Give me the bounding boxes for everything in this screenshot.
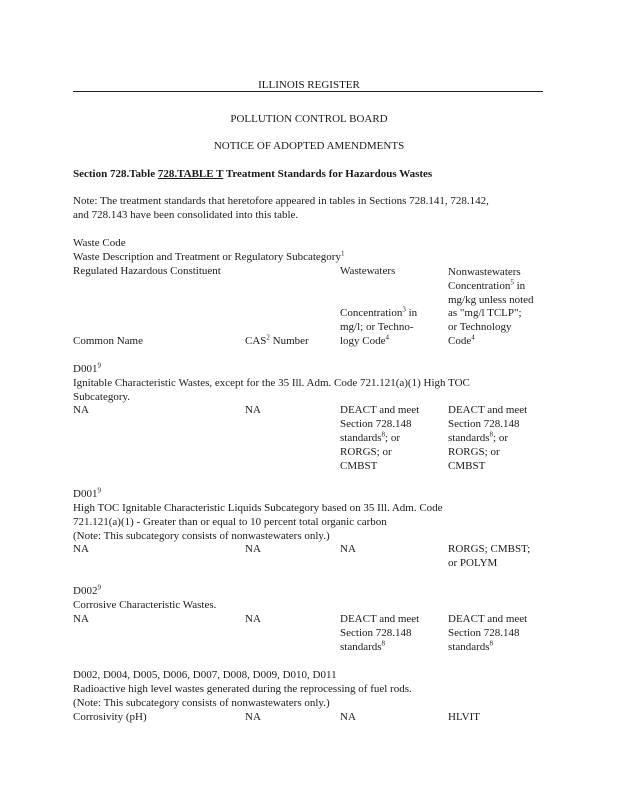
- cell-nonww: RORGS; CMBST;: [448, 543, 531, 555]
- cell-ww: NA: [340, 543, 356, 555]
- head-cas-text: CAS: [245, 335, 267, 347]
- cell-nonww: RORGS; or: [448, 446, 500, 458]
- cell-common-name: NA: [73, 613, 89, 625]
- head-waste-desc: [73, 250, 344, 264]
- cell-nonww-text: standards: [448, 641, 490, 653]
- cell-nonww-tail: ; or: [493, 432, 509, 444]
- notice-title: NOTICE OF ADOPTED AMENDMENTS: [213, 140, 405, 152]
- entry-code: [73, 584, 101, 598]
- head-nonww-4: as "mg/l TCLP";: [448, 307, 522, 319]
- footnote-ref: 8: [381, 430, 386, 439]
- head-nonww-5: or Technology: [448, 321, 512, 333]
- cell-common-name: NA: [73, 543, 89, 555]
- head-cas-tail: Number: [269, 335, 309, 347]
- cell-nonww: Section 728.148: [448, 627, 520, 639]
- cell-ww: [340, 431, 400, 445]
- head-nonww-3: mg/kg unless noted: [448, 294, 534, 306]
- cell-cas: NA: [245, 613, 261, 625]
- waste-code: D002: [73, 585, 98, 597]
- footnote-ref: 8: [381, 639, 386, 648]
- cell-common-name: Corrosivity (pH): [73, 711, 147, 723]
- cell-cas: NA: [245, 711, 261, 723]
- section-title: [73, 167, 432, 181]
- footnote-ref: 9: [97, 361, 101, 370]
- cell-ww: RORGS; or: [340, 446, 392, 458]
- cell-nonww-text: standards: [448, 432, 490, 444]
- footnote-ref: 4: [471, 333, 475, 342]
- register-title: [0, 78, 618, 92]
- cell-ww-tail: ; or: [385, 432, 401, 444]
- head-nonww-2-tail: in: [513, 280, 526, 292]
- section-title-prefix: Section 728.Table: [73, 168, 158, 180]
- entry-desc: (Note: This subcategory consists of nonwastewaters only.): [73, 697, 330, 709]
- cell-nonww: Section 728.148: [448, 418, 520, 430]
- section-title-suffix: Treatment Standards for Hazardous Wastes: [223, 168, 433, 180]
- entry-desc: Subcategory.: [73, 391, 131, 403]
- head-wastewaters: Wastewaters: [340, 265, 396, 277]
- head-ww-3-text: logy Code: [340, 335, 386, 347]
- head-nonww-2: [448, 279, 525, 293]
- head-ww-2: mg/l; or Techno-: [340, 321, 414, 333]
- footnote-ref: 4: [385, 333, 390, 342]
- section-title-underlined: 728.TABLE T: [157, 168, 224, 180]
- cell-nonww: HLVIT: [448, 711, 480, 723]
- header-rule: [73, 91, 543, 92]
- head-cas: [245, 334, 309, 348]
- footnote-ref: 2: [266, 333, 270, 342]
- cell-ww: Section 728.148: [340, 627, 412, 639]
- cell-cas: NA: [245, 404, 261, 416]
- head-ww-1-text: Concentration: [340, 307, 403, 319]
- footnote-ref: 3: [402, 305, 406, 314]
- head-nonww-2-text: Concentration: [448, 280, 511, 292]
- footnote-ref: 1: [340, 249, 345, 258]
- cell-nonww: DEACT and meet: [448, 613, 528, 625]
- waste-code: D001: [73, 488, 98, 500]
- cell-ww: DEACT and meet: [340, 404, 420, 416]
- cell-ww-text: standards: [340, 641, 382, 653]
- cell-nonww: [448, 640, 493, 654]
- cell-ww: NA: [340, 711, 356, 723]
- cell-nonww: or POLYM: [448, 557, 498, 569]
- footnote-ref: 9: [97, 486, 101, 495]
- waste-code: D001: [73, 363, 98, 375]
- head-nonww-6-text: Code: [448, 335, 472, 347]
- head-waste-desc-text: Waste Description and Treatment or Regulatory Subcategory: [73, 251, 341, 263]
- entry-codes: D002, D004, D005, D006, D007, D008, D009, D010, D011: [73, 669, 337, 681]
- note-line-1: Note: The treatment standards that heretofore appeared in tables in Sections 728.141, 728.142,: [73, 195, 489, 207]
- head-nonww-6: [448, 334, 475, 348]
- footnote-ref: 5: [510, 278, 514, 287]
- cell-ww-text: standards: [340, 432, 382, 444]
- note-line-2: and 728.143 have been consolidated into this table.: [73, 209, 299, 221]
- entry-code: [73, 362, 101, 376]
- entry-desc: 721.121(a)(1) - Greater than or equal to 10 percent total organic carbon: [73, 516, 387, 528]
- cell-ww: [340, 640, 385, 654]
- register-title-text: ILLINOIS REGISTER: [258, 79, 360, 91]
- cell-cas: NA: [245, 543, 261, 555]
- head-ww-1-tail: in: [405, 307, 418, 319]
- footnote-ref: 8: [489, 430, 494, 439]
- head-regulated: Regulated Hazardous Constituent: [73, 265, 221, 277]
- footnote-ref: 9: [97, 583, 101, 592]
- cell-nonww: [448, 431, 508, 445]
- entry-code: [73, 487, 101, 501]
- head-ww-1: [340, 306, 417, 320]
- footnote-ref: 8: [489, 639, 494, 648]
- head-nonww-1: Nonwastewaters: [448, 266, 521, 278]
- cell-ww: CMBST: [340, 460, 378, 472]
- cell-common-name: NA: [73, 404, 89, 416]
- cell-nonww: DEACT and meet: [448, 404, 528, 416]
- entry-desc: (Note: This subcategory consists of nonwastewaters only.): [73, 530, 330, 542]
- head-waste-code: Waste Code: [73, 237, 126, 249]
- entry-desc: High TOC Ignitable Characteristic Liquids Subcategory based on 35 Ill. Adm. Code: [73, 502, 443, 514]
- board-title: POLLUTION CONTROL BOARD: [230, 113, 388, 125]
- head-common-name: Common Name: [73, 335, 143, 347]
- head-ww-3: [340, 334, 389, 348]
- entry-desc: Ignitable Characteristic Wastes, except for the 35 Ill. Adm. Code 721.121(a)(1) High TOC: [73, 377, 470, 389]
- entry-desc: Radioactive high level wastes generated during the reprocessing of fuel rods.: [73, 683, 412, 695]
- cell-ww: DEACT and meet: [340, 613, 420, 625]
- entry-desc: Corrosive Characteristic Wastes.: [73, 599, 217, 611]
- cell-ww: Section 728.148: [340, 418, 412, 430]
- cell-nonww: CMBST: [448, 460, 486, 472]
